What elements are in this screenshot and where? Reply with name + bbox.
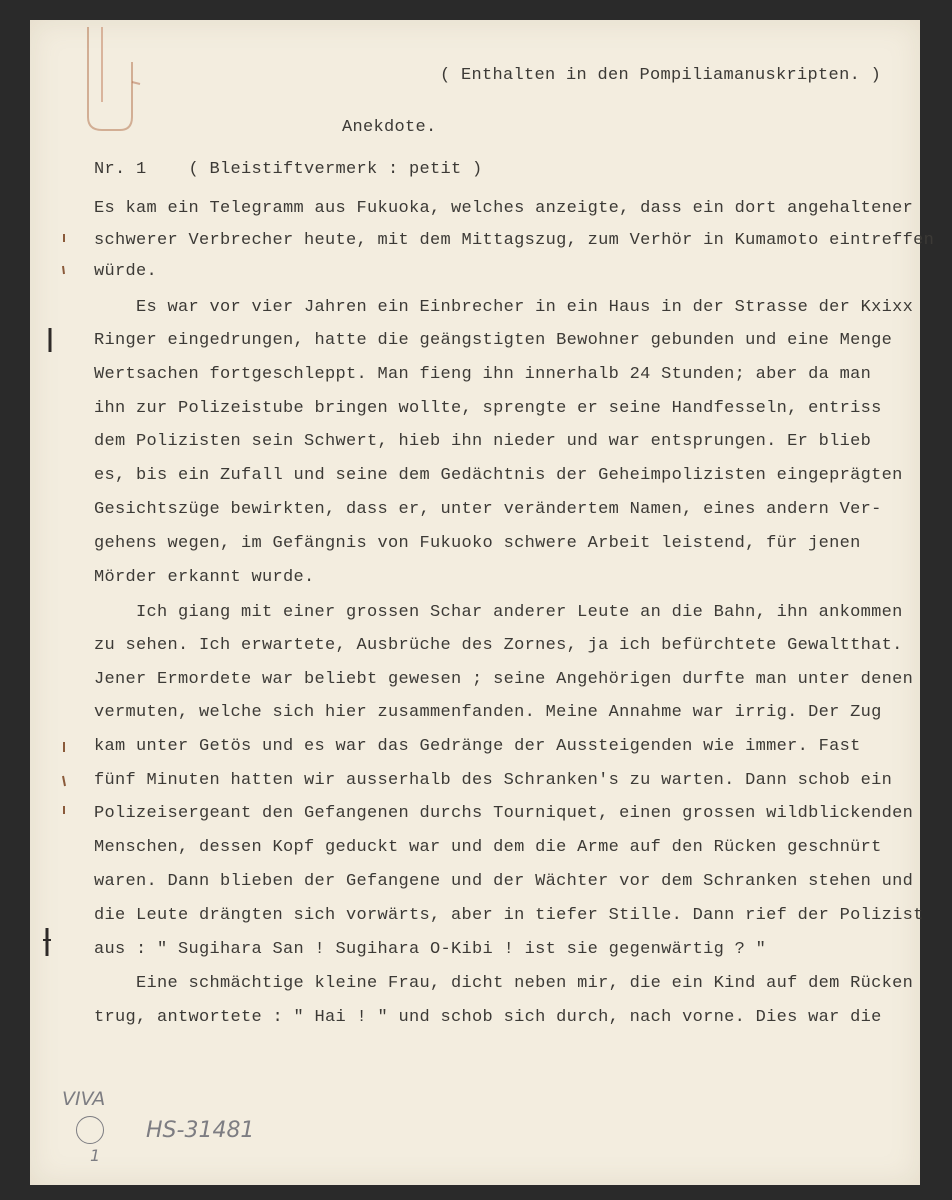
text-line: aus : " Sugihara San ! Sugihara O-Kibi ! ist sie gegenwärtig ? " <box>94 940 767 959</box>
margin-mark <box>58 740 70 820</box>
text-line: Polizeisergeant den Gefangenen durchs Tourniquet, einen grossen wildblickenden <box>94 804 914 823</box>
text-line: vermuten, welche sich hier zusammenfanden. Meine Annahme war irrig. Der Zug <box>94 703 882 722</box>
paperclip-rust-mark <box>80 22 150 132</box>
text-line: es, bis ein Zufall und seine dem Gedächtnis der Geheimpolizisten eingeprägten <box>94 466 903 485</box>
text-line: ihn zur Polizeistube bringen wollte, sprengte er seine Handfesseln, entriss <box>94 399 882 418</box>
document-title: Anekdote. <box>342 118 437 137</box>
margin-mark <box>44 326 56 356</box>
text-line: dem Polizisten sein Schwert, hieb ihn nieder und war entsprungen. Er blieb <box>94 432 872 451</box>
text-line: Mörder erkannt wurde. <box>94 568 315 587</box>
text-line: kam unter Getös und es war das Gedränge der Aussteigenden wie immer. Fast <box>94 737 861 756</box>
text-line: Gesichtszüge bewirkten, dass er, unter verändertem Namen, eines andern Ver- <box>94 500 882 519</box>
text-line: trug, antwortete : " Hai ! " und schob sich durch, nach vorne. Dies war die <box>94 1008 882 1027</box>
inventory-number-pencil: HS-31481 <box>146 1118 255 1143</box>
header-note: ( Enthalten in den Pompiliamanuskripten. ) <box>440 66 882 85</box>
text-line: Menschen, dessen Kopf geduckt war und dem die Arme auf den Rücken geschnürt <box>94 838 882 857</box>
shelfmark-pencil: VIVA <box>62 1088 106 1110</box>
text-line: Ringer eingedrungen, hatte die geängstigten Bewohner gebunden und eine Menge <box>94 331 893 350</box>
text-line: Wertsachen fortgeschleppt. Man fieng ihn innerhalb 24 Stunden; aber da man <box>94 365 872 384</box>
number-line: Nr. 1 ( Bleistiftvermerk : petit ) <box>94 160 483 179</box>
circled-number-pencil <box>76 1116 104 1165</box>
text-line: waren. Dann blieben der Gefangene und der Wächter vor dem Schranken stehen und <box>94 872 914 891</box>
circled-number-text: 1 <box>89 1146 101 1165</box>
text-line: Es kam ein Telegramm aus Fukuoka, welches anzeigte, dass ein dort angehaltener <box>94 199 914 218</box>
text-line: schwerer Verbrecher heute, mit dem Mittagszug, zum Verhör in Kumamoto eintreffen <box>94 231 935 250</box>
text-line: fünf Minuten hatten wir ausserhalb des Schranken's zu warten. Dann schob ein <box>94 771 893 790</box>
text-line: Jener Ermordete war beliebt gewesen ; seine Angehörigen durfte man unter denen <box>94 670 914 689</box>
margin-mark <box>58 232 70 282</box>
text-line: zu sehen. Ich erwartete, Ausbrüche des Zornes, ja ich befürchtete Gewaltthat. <box>94 636 903 655</box>
text-line: gehens wegen, im Gefängnis von Fukuoko schwere Arbeit leistend, für jenen <box>94 534 861 553</box>
text-line: würde. <box>94 262 158 281</box>
text-line: Es war vor vier Jahren ein Einbrecher in ein Haus in der Strasse der Kxixx <box>94 298 914 317</box>
text-line: die Leute drängten sich vorwärts, aber in tiefer Stille. Dann rief der Polizist <box>94 906 924 925</box>
margin-mark <box>40 926 54 960</box>
text-line: Ich giang mit einer grossen Schar anderer Leute an die Bahn, ihn ankommen <box>94 603 903 622</box>
text-line: Eine schmächtige kleine Frau, dicht neben mir, die ein Kind auf dem Rücken <box>94 974 914 993</box>
